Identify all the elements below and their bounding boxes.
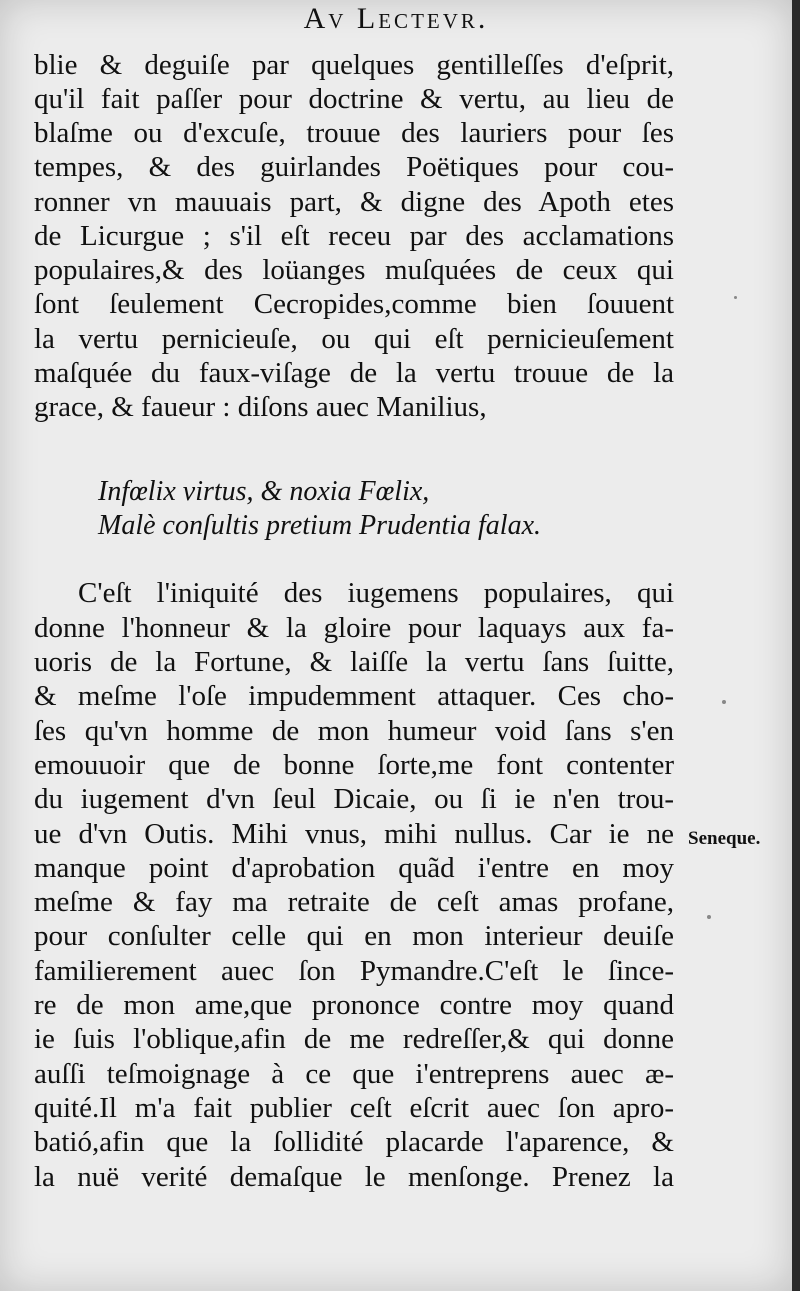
page-edge — [792, 0, 800, 1291]
text-line: familierement auec ſon Pymandre.C'eſt le ſince- — [34, 955, 674, 987]
text-line: batió,afin que la ſollidité placarde l'aparence, & — [34, 1126, 674, 1158]
text-line: grace, & faueur : diſons auec Manilius, — [34, 391, 487, 423]
text-line: re de mon ame,que prononce contre moy quand — [34, 989, 674, 1021]
text-line: uoris de la Fortune, & laiſſe la vertu ſans ſuitte, — [34, 646, 674, 678]
text-line: maſquée du faux-viſage de la vertu trouue de la — [34, 357, 674, 389]
text-line: auſſi teſmoignage à ce que i'entreprens auec æ- — [34, 1058, 674, 1090]
text-line: ue d'vn Outis. Mihi vnus, mihi nullus. Car ie ne — [34, 818, 674, 850]
text-line: blaſme ou d'excuſe, trouue des lauriers pour ſes — [34, 117, 674, 149]
text-line: donne l'honneur & la gloire pour laquays aux fa- — [34, 612, 674, 644]
text-line: la nuë verité demaſque le menſonge. Prenez la — [34, 1161, 674, 1193]
text-line: blie & deguiſe par quelques gentilleſſes d'eſprit, — [34, 49, 674, 81]
paper-speck — [707, 915, 711, 919]
verse-line: Malè conſultis pretium Prudentia falax. — [98, 510, 542, 541]
text-line: tempes, & des guirlandes Poëtiques pour cou- — [34, 151, 674, 183]
text-line: ſes qu'vn homme de mon humeur void ſans s'en — [34, 715, 674, 747]
text-line: la vertu pernicieuſe, ou qui eſt pernicieuſement — [34, 323, 674, 355]
text-line: & meſme l'oſe impudemment attaquer. Ces cho- — [34, 680, 674, 712]
text-line: du iugement d'vn ſeul Dicaie, ou ſi ie n'en trou- — [34, 783, 674, 815]
text-line: ronner vn mauuais part, & digne des Apoth etes — [34, 186, 674, 218]
text-line: manque point d'aprobation quãd i'entre en moy — [34, 852, 674, 884]
text-line: quité.Il m'a fait publier ceſt eſcrit auec ſon apro- — [34, 1092, 674, 1124]
text-line: pour conſulter celle qui en mon interieur deuiſe — [34, 920, 674, 952]
paper-speck — [722, 700, 726, 704]
paper-speck — [734, 296, 737, 299]
text-line: ſont ſeulement Cecropides,comme bien ſouuent — [34, 288, 674, 320]
text-line: de Licurgue ; s'il eſt receu par des acclamations — [34, 220, 674, 252]
text-line: C'eſt l'iniquité des iugemens populaires, qui — [78, 577, 674, 609]
text-line: ie ſuis l'oblique,afin de me redreſſer,& qui donne — [34, 1023, 674, 1055]
text-line: qu'il fait paſſer pour doctrine & vertu, au lieu de — [34, 83, 674, 115]
margin-note: Seneque. — [688, 828, 761, 849]
text-line: emouuoir que de bonne ſorte,me font contenter — [34, 749, 674, 781]
text-line: meſme & fay ma retraite de ceſt amas profane, — [34, 886, 674, 918]
verse-line: Infœlix virtus, & noxia Fœlix, — [98, 476, 430, 507]
running-header: Av Lectevr. — [303, 2, 489, 35]
text-line: populaires,& des loüanges muſquées de ceux qui — [34, 254, 674, 286]
